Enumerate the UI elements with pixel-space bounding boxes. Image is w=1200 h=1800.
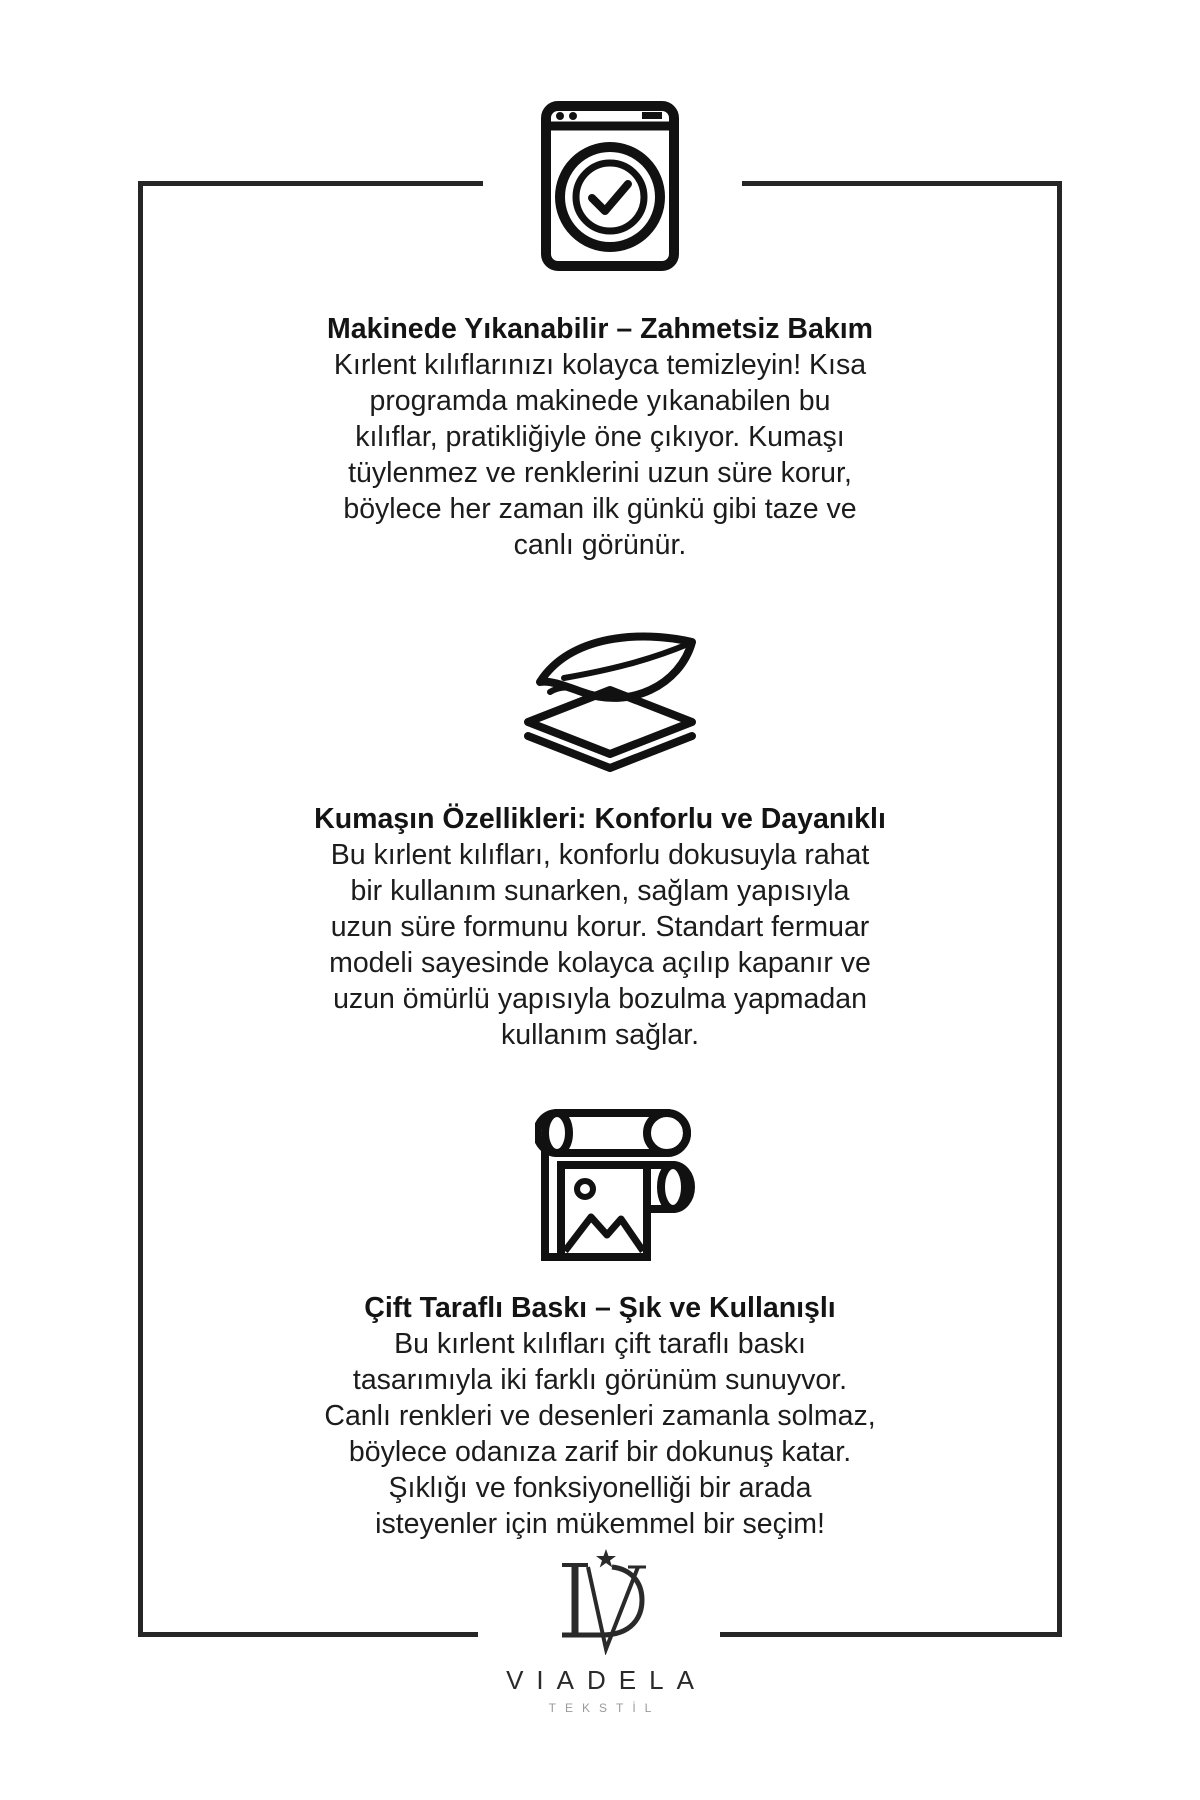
body-line: canlı görünür.	[513, 529, 687, 561]
frame-right	[1057, 181, 1062, 1637]
body-line: uzun ömürlü yapısıyla bozulma yapmadan	[333, 983, 867, 1015]
section-body	[240, 1326, 960, 1542]
brand-subtitle: TEKSTİL	[548, 1701, 661, 1715]
body-line: Canlı renkleri ve desenleri zamanla solmaz,	[324, 1400, 876, 1432]
viadela-dv-monogram-icon	[550, 1545, 650, 1655]
section-machine-wash	[240, 311, 960, 563]
section-double-print	[240, 1290, 960, 1542]
body-line: böylece odanıza zarif bir dokunuş katar.	[348, 1436, 852, 1468]
frame-top-left	[138, 181, 483, 186]
frame-bottom-left	[138, 1632, 478, 1637]
frame-bottom-right	[720, 1632, 1062, 1637]
section-title: Kumaşın Özellikleri: Konforlu ve Dayanıklı	[314, 803, 886, 835]
body-line: kullanım sağlar.	[500, 1019, 699, 1051]
body-line: tasarımıyla iki farklı görünüm sunuyvor.	[352, 1364, 848, 1396]
body-line: tüylenmez ve renklerini uzun süre korur,	[348, 457, 852, 489]
feather-fabric-icon	[520, 630, 700, 775]
section-fabric-features	[240, 801, 960, 1053]
body-line: böylece her zaman ilk günkü gibi taze ve	[343, 493, 857, 525]
section-title: Makinede Yıkanabilir – Zahmetsiz Bakım	[327, 313, 873, 345]
body-line: Bu kırlent kılıfları çift taraflı baskı	[394, 1328, 806, 1360]
section-body	[240, 837, 960, 1053]
body-line: bir kullanım sunarken, sağlam yapısıyla	[350, 875, 850, 907]
body-line: programda makinede yıkanabilen bu	[369, 385, 831, 417]
body-line: uzun süre formunu korur. Standart fermuar	[330, 911, 870, 943]
body-line: Kırlent kılıflarınızı kolayca temizleyin! Kısa	[333, 349, 867, 381]
roll-print-icon	[535, 1105, 695, 1265]
brand-name: VIADELA	[506, 1665, 707, 1695]
body-line: isteyenler için mükemmel bir seçim!	[375, 1508, 825, 1540]
body-line: Bu kırlent kılıfları, konforlu dokusuyla rahat	[330, 839, 870, 871]
body-line: kılıflar, pratikliğiyle öne çıkıyor. Kumaşı	[355, 421, 845, 453]
section-title: Çift Taraflı Baskı – Şık ve Kullanışlı	[364, 1292, 836, 1324]
frame-top-right	[742, 181, 1062, 186]
frame-left	[138, 181, 143, 1637]
washing-machine-icon	[540, 100, 680, 272]
section-body	[240, 347, 960, 563]
body-line: modeli sayesinde kolayca açılıp kapanır ve	[329, 947, 871, 979]
body-line: Şıklığı ve fonksiyonelliği bir arada	[388, 1472, 812, 1504]
